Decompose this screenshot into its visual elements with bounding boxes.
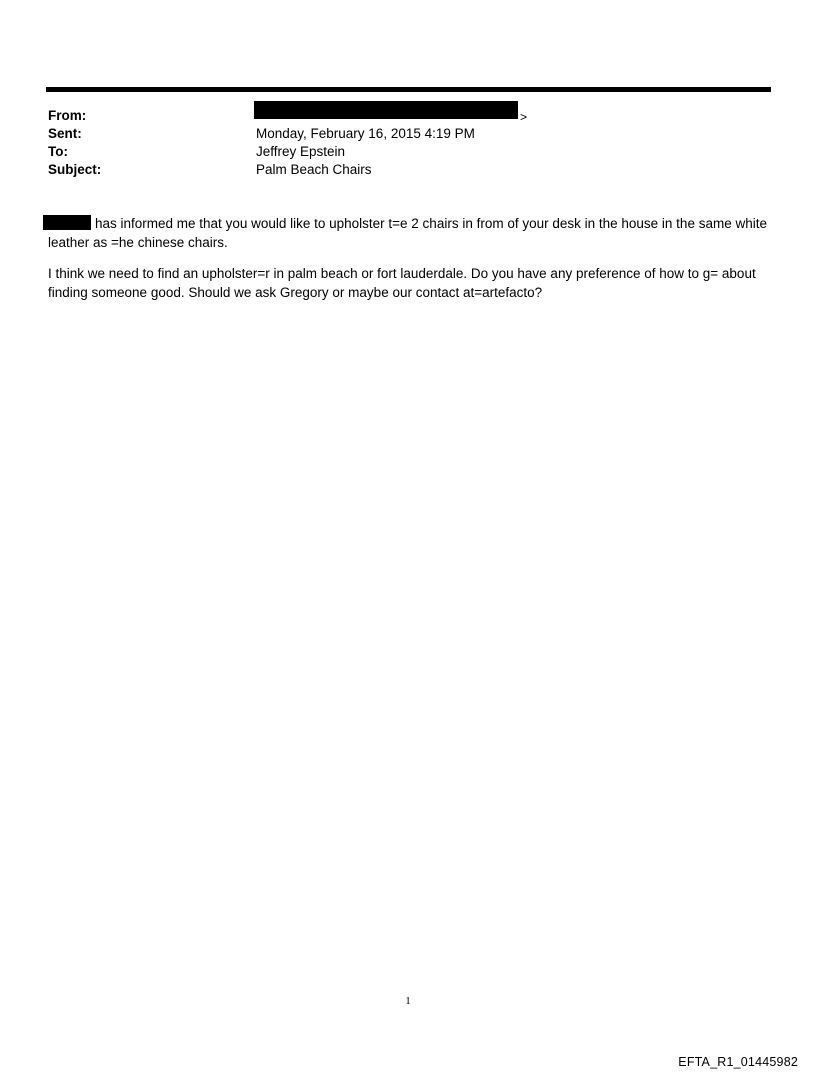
from-label: From:: [48, 108, 87, 123]
email-header: [48, 107, 768, 179]
subject-value: Palm Beach Chairs: [256, 162, 372, 177]
subject-label: Subject:: [48, 162, 102, 177]
from-value-tail: >: [520, 110, 528, 124]
document-id: EFTA_R1_01445982: [678, 1055, 798, 1069]
body-paragraph-1: [48, 214, 773, 252]
email-body: [48, 214, 773, 314]
header-top-rule: [46, 87, 771, 92]
to-row: [48, 143, 768, 161]
body-paragraph-2: I think we need to find an upholster=r in palm beach or fort lauderdale. Do you have any preference of how to g= about finding someone good. Should we ask Gregory or maybe our contact at=artefacto?: [48, 266, 756, 300]
from-row: [48, 107, 768, 125]
sent-value: Monday, February 16, 2015 4:19 PM: [256, 126, 475, 141]
sent-label: Sent:: [48, 126, 82, 141]
body-paragraph-1-text: has informed me that you would like to upholster t=e 2 chairs in from of your desk in the house in the same white leather as =he chinese chairs.: [48, 216, 767, 250]
to-value: Jeffrey Epstein: [256, 144, 346, 159]
sent-row: [48, 125, 768, 143]
to-label: To:: [48, 144, 68, 159]
page-number: 1: [405, 995, 411, 1007]
name-redaction-box: [43, 215, 91, 230]
subject-row: [48, 161, 768, 179]
from-redaction-box: [254, 101, 518, 119]
